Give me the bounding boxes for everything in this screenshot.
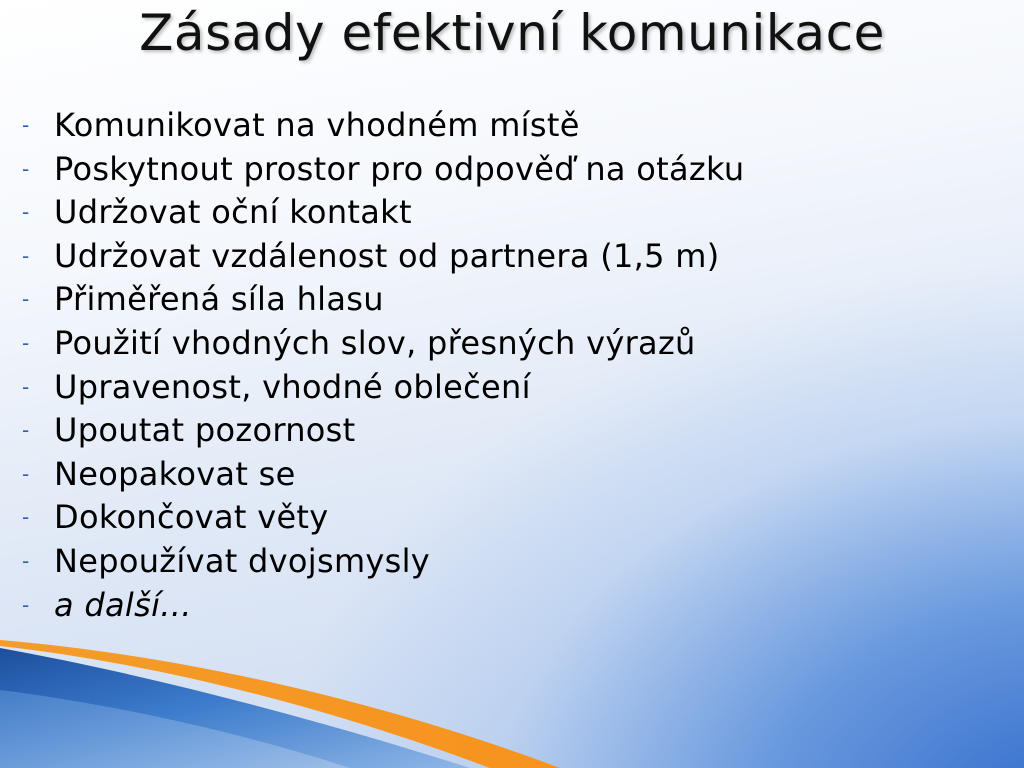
bullet-marker: - (22, 287, 30, 312)
bullet-marker: - (22, 418, 30, 443)
bullet-item (22, 455, 744, 499)
bullet-marker: - (22, 156, 30, 181)
bullet-marker: - (22, 505, 30, 530)
bullet-item (22, 280, 744, 324)
bullet-marker: - (22, 461, 30, 486)
bullet-item (22, 542, 744, 586)
bullet-item (22, 368, 744, 412)
bullet-marker: - (22, 592, 30, 617)
bullet-text: Komunikovat na vhodném místě (54, 106, 580, 144)
bullet-text: Dokončovat věty (54, 498, 329, 537)
bullet-text: a další... (54, 585, 192, 624)
bullet-item (22, 106, 744, 150)
bullet-text: Udržovat vzdálenost od partnera (1,5 m) (54, 236, 720, 275)
bullet-marker: - (22, 374, 30, 399)
bullet-item (22, 498, 744, 542)
bullet-text: Přiměřená síla hlasu (54, 280, 384, 319)
bullet-text: Upravenost, vhodné oblečení (54, 367, 531, 406)
bullet-list (22, 106, 744, 629)
bullet-marker: - (22, 330, 30, 355)
bullet-item (22, 411, 744, 455)
bullet-text: Neopakovat se (54, 454, 296, 493)
bullet-item (22, 237, 744, 281)
bullet-marker: - (22, 200, 30, 225)
bullet-marker: - (22, 243, 30, 268)
bullet-item (22, 150, 744, 194)
bullet-text: Použití vhodných slov, přesných výrazů (54, 323, 696, 362)
bullet-text: Poskytnout prostor pro odpověď na otázku (54, 149, 745, 188)
bullet-text: Upoutat pozornost (54, 411, 356, 450)
bullet-item (22, 324, 744, 368)
slide-title: Zásady efektivní komunikace (139, 4, 885, 62)
bullet-text: Udržovat oční kontakt (54, 193, 412, 232)
bullet-marker: - (22, 113, 30, 137)
bullet-item (22, 193, 744, 237)
bullet-item (22, 586, 744, 630)
bullet-text: Nepoužívat dvojsmysly (54, 541, 431, 580)
bullet-marker: - (22, 548, 30, 573)
